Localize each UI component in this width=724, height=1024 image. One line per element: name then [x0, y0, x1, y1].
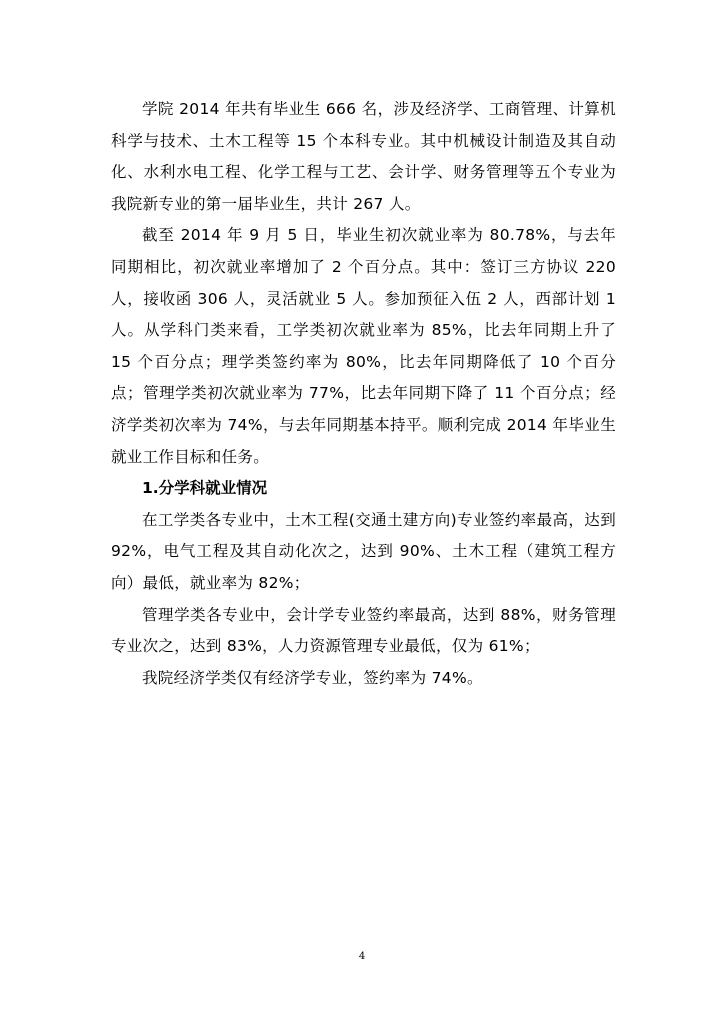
paragraph-management: 管理学类各专业中，会计学专业签约率最高，达到 88%，财务管理专业次之，达到 83%，人力资源管理专业最低，仅为 61%； [111, 605, 616, 656]
section-heading: 1.分学科就业情况 [142, 479, 268, 498]
document-body [111, 94, 616, 694]
paragraph-graduates-overview: 学院 2014 年共有毕业生 666 名，涉及经济学、工商管理、计算机科学与技术、土木工程等 15 个本科专业。其中机械设计制造及其自动化、水利水电工程、化学工程与工艺、会计学、财务管理等五个专业为我院新专业的第一届毕业生，共计 267 人。 [111, 100, 616, 213]
paragraph-engineering: 在工学类各专业中，土木工程(交通土建方向)专业签约率最高，达到 92%，电气工程及其自动化次之，达到 90%、土木工程（建筑工程方向）最低，就业率为 82%； [111, 510, 616, 592]
paragraph-economics: 我院经济学类仅有经济学专业，签约率为 74%。 [142, 668, 483, 687]
paragraph-employment-rate: 截至 2014 年 9 月 5 日，毕业生初次就业率为 80.78%，与去年同期相比，初次就业率增加了 2 个百分点。其中：签订三方协议 220 人，接收函 306 人，灵活就业 5 人。参加预征入伍 2 人，西部计划 1 人。从学科门类来看，工学类初次就业率为 85%，比去年同期上升了 15 个百分点；理学类签约率为 80%，比去年同期降低了 10 个百分点；管理学类初次就业率为 77%，比去年同期下降了 11 个百分点；经济学类初次率为 74%，与去年同期基本持平。顺利完成 2014 年毕业生就业工作目标和任务。 [111, 226, 616, 466]
page-number: 4 [358, 951, 366, 962]
